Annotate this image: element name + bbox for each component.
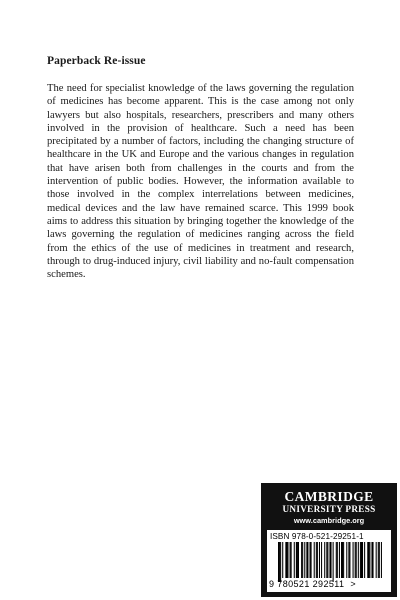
barcode-bar (317, 542, 318, 578)
barcode-bar (378, 542, 379, 578)
barcode-bar (373, 542, 374, 578)
barcode-icon (278, 542, 382, 582)
barcode-bar (367, 542, 369, 578)
barcode-bar (355, 542, 356, 578)
barcode-bar (371, 542, 372, 578)
barcode-bar (381, 542, 382, 578)
barcode-bar (310, 542, 311, 578)
barcode-bar (356, 542, 357, 578)
barcode-bar (341, 542, 343, 578)
barcode-bar (360, 542, 361, 578)
barcode-bar (296, 542, 298, 578)
ean-digits: 9 780521 292511 (269, 579, 345, 589)
barcode-bar (287, 542, 288, 578)
barcode-bar (311, 542, 312, 578)
book-description: The need for specialist knowledge of the laws governing the regulation of medicines has become apparent. This is the case among not only lawyers but also hospitals, researchers, prescribers and many others involved in the provision of healthcare. Such a need has been precipitated by a number of factors, including the changing structure of healthcare in the UK and Europe and the various changes in regulation that have arisen both from challenges in the courts and from the intervention of public bodies. However, the information available to those involved in the complex interrelations between medicines, medical devices and the law have remained scarce. This 1999 book aims to address this situation by bringing together the knowledge of the laws governing the regulation of medicines ranging across the field from the ethics of the use of medicines in treatment and research, through to drug-induced injury, civil liability and no-fault compensation schemes. (47, 83, 354, 281)
barcode-bar (282, 542, 283, 578)
barcode-bar (369, 542, 370, 578)
publisher-subname: UNIVERSITY PRESS (282, 504, 376, 514)
barcode-bar (376, 542, 377, 578)
barcode-bar (349, 542, 350, 578)
barcode-bar (358, 542, 359, 578)
barcode-bar (319, 542, 320, 578)
barcode-bar (364, 542, 365, 578)
quiet-zone-mark: > (350, 579, 357, 589)
barcode-bar (301, 542, 302, 578)
barcode-bar (329, 542, 331, 578)
barcode-bar (291, 542, 292, 578)
barcode-number (269, 579, 391, 589)
barcode-bar (321, 542, 322, 578)
barcode-bar (324, 542, 325, 578)
barcode-bar (339, 542, 340, 578)
barcode-bar (327, 542, 328, 578)
barcode-bar (298, 542, 299, 578)
barcode-bar (316, 542, 317, 578)
barcode-bar (314, 542, 315, 578)
barcode-bar (346, 542, 347, 578)
barcode-bar (290, 542, 291, 578)
barcode-bar (379, 542, 380, 578)
publisher-name: CAMBRIDGE (284, 489, 374, 504)
barcode-bar (285, 542, 287, 578)
barcode-bar (343, 542, 344, 578)
barcode-bar (362, 542, 363, 578)
barcode-bar (279, 542, 280, 582)
barcode-bar (326, 542, 327, 578)
barcode-bar (306, 542, 308, 578)
barcode-bar (302, 542, 303, 578)
barcode-bar (337, 542, 338, 578)
barcode-bar (361, 542, 362, 578)
section-heading: Paperback Re-issue (47, 55, 146, 67)
barcode-bar (278, 542, 279, 582)
barcode-bar (280, 542, 281, 582)
publisher-imprint-box (261, 483, 397, 597)
barcode-bar (348, 542, 349, 578)
isbn-label: ISBN 978-0-521-29251-1 (270, 532, 364, 541)
barcode-panel (267, 530, 391, 592)
barcode-bar (336, 542, 337, 578)
barcode-bar (304, 542, 305, 578)
barcode-bar (333, 542, 334, 582)
publisher-website: www.cambridge.org (293, 516, 365, 525)
barcode-bar (353, 542, 354, 578)
barcode-bar (294, 542, 295, 578)
